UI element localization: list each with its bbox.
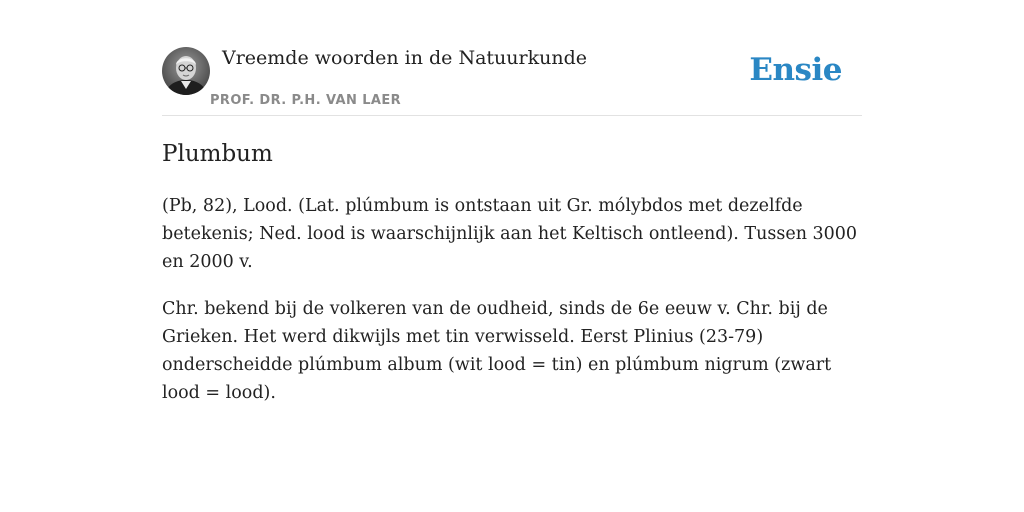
entry-title: Plumbum (162, 141, 273, 167)
brand-logo[interactable]: Ensie (749, 52, 842, 88)
entry-paragraph: Chr. bekend bij de volkeren van de oudheid, sinds de 6e eeuw v. Chr. bij de Grieken. Het werd dikwijls met tin verwisseld. Eerst Plinius (23-79) onderscheidde plúmbum album (wit lood = tin) en plúmbum nigrum (zwart lood = lood). (162, 299, 832, 403)
author-portrait-icon (162, 47, 210, 95)
entry-paragraph: (Pb, 82), Lood. (Lat. plúmbum is ontstaan uit Gr. mólybdos met dezelfde betekenis; Ned. lood is waarschijnlijk aan het Keltisch ontleend). Tussen 3000 en 2000 v. (162, 196, 858, 272)
header (162, 46, 862, 116)
author-avatar[interactable] (162, 47, 210, 95)
book-title[interactable]: Vreemde woorden in de Natuurkunde (222, 47, 587, 69)
author-name[interactable]: PROF. DR. P.H. VAN LAER (210, 93, 402, 108)
